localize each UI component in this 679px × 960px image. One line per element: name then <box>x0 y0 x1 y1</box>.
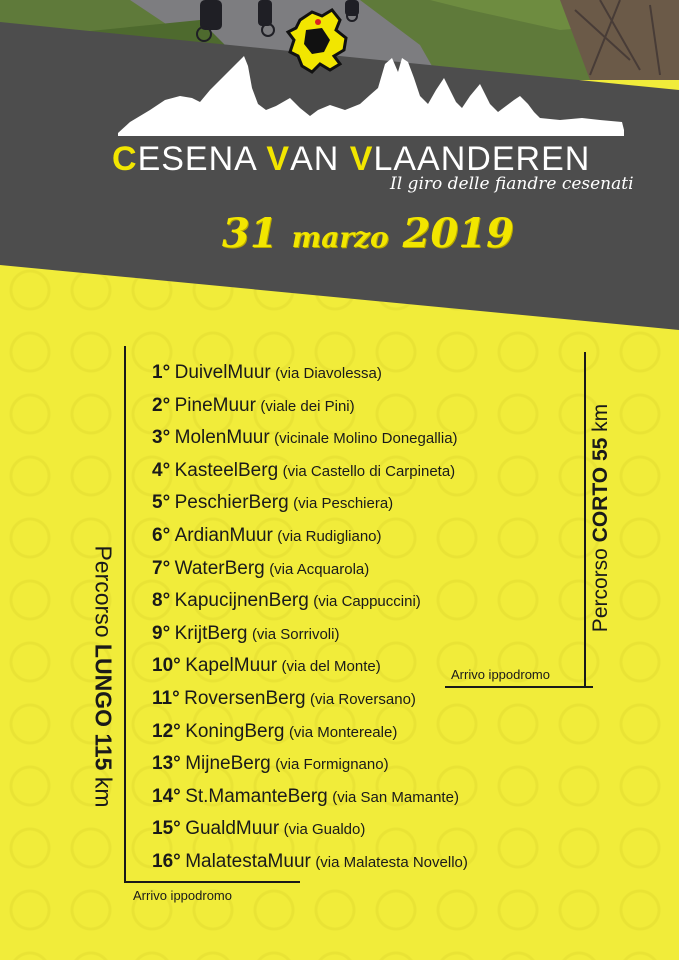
climb-item <box>152 786 468 819</box>
climb-street: (via Sorrivoli) <box>251 625 340 643</box>
climb-name: MolenMuur <box>174 427 270 449</box>
climb-item <box>152 427 468 460</box>
climb-item <box>152 460 468 493</box>
climb-number: 5° <box>152 492 171 514</box>
climb-street: (via Malatesta Novello) <box>315 853 468 871</box>
climb-street: (via Peschiera) <box>293 495 394 513</box>
climb-number: 11° <box>152 687 180 709</box>
climb-number: 14° <box>152 785 181 807</box>
climb-street: (vicinale Molino Donegallia) <box>274 430 458 448</box>
climb-street: (via Formignano) <box>275 756 389 774</box>
climb-item <box>152 688 468 721</box>
climb-name: WaterBerg <box>174 557 265 579</box>
short-route-prefix: Percorso <box>589 542 612 633</box>
climb-street: (via Acquarola) <box>269 560 370 578</box>
climb-item <box>152 721 468 754</box>
title-part: ESENA <box>137 140 267 178</box>
climb-name: DuivelMuur <box>174 362 271 383</box>
climb-street: (via Cappuccini) <box>313 593 421 611</box>
climb-street: (via Montereale) <box>288 723 398 741</box>
climb-street: (via Castello di Carpineta) <box>282 462 456 480</box>
date-month: marzo <box>291 221 389 254</box>
long-route-arrival: Arrivo ippodromo <box>133 888 232 903</box>
climb-name: MijneBerg <box>185 753 271 775</box>
climb-number: 1° <box>152 362 171 383</box>
climb-name: KasteelBerg <box>174 459 279 481</box>
climb-number: 15° <box>152 818 181 840</box>
climb-number: 13° <box>152 753 181 775</box>
climb-name: MalatestaMuur <box>185 850 311 872</box>
climb-street: (via del Monte) <box>281 658 381 676</box>
date-year: 2019 <box>402 210 514 257</box>
long-route-label <box>90 491 117 863</box>
short-route-arrival: Arrivo ippodromo <box>451 667 550 682</box>
climb-number: 2° <box>152 394 171 416</box>
climb-number: 8° <box>152 590 171 612</box>
short-route-name: CORTO 55 <box>589 437 612 543</box>
climb-number: 4° <box>152 459 171 481</box>
date-day: 31 <box>222 210 278 257</box>
climb-number: 12° <box>152 720 181 742</box>
climb-number: 3° <box>152 427 171 449</box>
title-part: V <box>349 140 374 178</box>
long-route-unit: km <box>90 770 117 808</box>
climb-street: (viale dei Pini) <box>260 397 355 415</box>
climb-number: 7° <box>152 557 171 579</box>
climb-name: PeschierBerg <box>174 492 289 514</box>
title-part: AN <box>290 140 350 178</box>
climb-name: KrijtBerg <box>174 622 248 644</box>
climb-item <box>152 655 468 688</box>
title-part: LAANDEREN <box>373 140 591 178</box>
climb-street: (via San Mamante) <box>332 788 459 806</box>
climb-item <box>152 362 468 395</box>
climb-name: KapelMuur <box>185 655 278 677</box>
short-route-label <box>589 383 613 653</box>
climb-name: PineMuur <box>174 394 256 416</box>
climb-name: KapucijnenBerg <box>174 590 309 612</box>
climb-item <box>152 525 468 558</box>
climb-name: RoversenBerg <box>184 687 306 709</box>
climb-item <box>152 558 468 591</box>
long-route-prefix: Percorso <box>90 545 117 644</box>
climb-item <box>152 753 468 786</box>
climb-item <box>152 818 468 851</box>
short-route-unit: km <box>589 403 612 438</box>
climb-number: 9° <box>152 622 171 644</box>
title-part: C <box>112 140 138 178</box>
climb-list <box>152 362 468 884</box>
climb-number: 10° <box>152 655 181 677</box>
climb-street: (via Diavolessa) <box>275 365 382 382</box>
long-route-vertical-line <box>124 346 126 882</box>
climb-name: St.MamanteBerg <box>185 785 328 807</box>
event-subtitle: Il giro delle fiandre cesenati <box>390 174 634 194</box>
climb-number: 16° <box>152 850 181 872</box>
climb-name: GualdMuur <box>185 818 280 840</box>
climb-street: (via Rudigliano) <box>277 527 382 545</box>
climb-name: KoningBerg <box>185 720 285 742</box>
climb-street: (via Roversano) <box>310 690 416 708</box>
climb-item <box>152 492 468 525</box>
climb-item <box>152 851 468 884</box>
event-date <box>222 210 514 257</box>
climb-name: ArdianMuur <box>174 524 273 546</box>
title-part: V <box>266 140 291 178</box>
climb-item <box>152 395 468 428</box>
long-route-name: LUNGO 115 <box>90 643 117 771</box>
short-route-vertical-line <box>584 352 586 687</box>
climb-item <box>152 590 468 623</box>
climb-number: 6° <box>152 524 171 546</box>
climb-street: (via Gualdo) <box>283 821 366 839</box>
climb-item <box>152 623 468 656</box>
